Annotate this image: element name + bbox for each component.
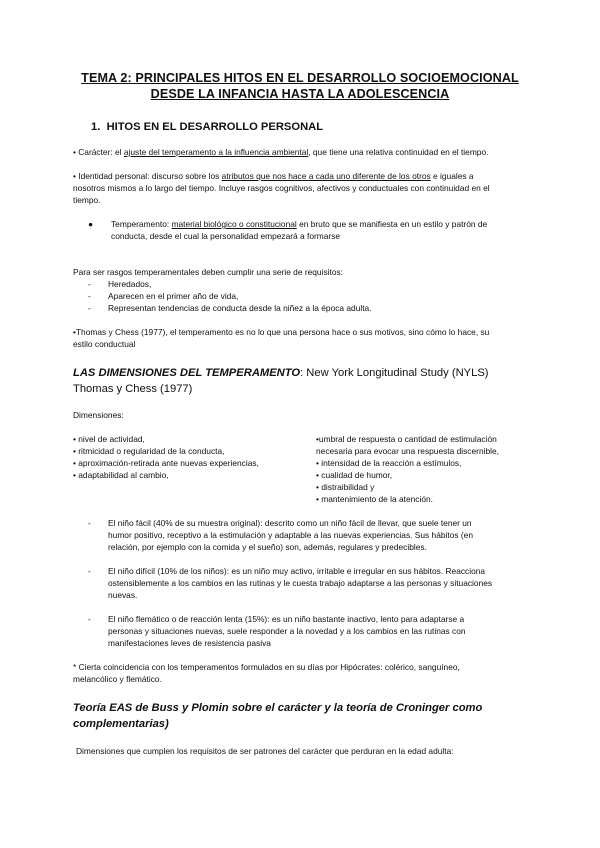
- nota-paragraph: [73, 661, 460, 685]
- thomas-line1: •Thomas y Chess (1977), el temperamento es no lo que una persona hace o sus motivos, sino cómo lo hace, su: [73, 327, 490, 337]
- list-item: • mantenimiento de la atención.: [316, 494, 433, 504]
- nino-dificil-dash: -: [88, 566, 91, 576]
- section1-title: HITOS EN EL DESARROLLO PERSONAL: [106, 121, 324, 133]
- requisitos-intro: Para ser rasgos temperamentales deben cumplir una serie de requisitos:: [73, 267, 343, 277]
- requisitos-list: [88, 278, 372, 314]
- identidad-underlined: atributos que nos hace a cada uno diferente de los otros: [221, 171, 431, 181]
- section1-number: 1.: [91, 121, 101, 133]
- nino-facil-paragraph: El niño fácil (40% de su muestra original): descrito como un niño fácil de llevar, que suele tener un humor positivo, receptivo a la estimulación y adaptable a las nuevas experiencias. Sus hábitos (en relación, por ejemplo con la comida y el sueño) son, además, regulares y predecibles.: [108, 518, 473, 552]
- list-item: • cualidad de humor,: [316, 470, 393, 480]
- nota-line2: melancólico y flemático.: [73, 674, 162, 684]
- nota-line1: * Cierta coincidencia con los temperamentos formulados en su días por Hipócrates: colérico, sanguíneo,: [73, 662, 460, 672]
- thomas-line2: estilo conductual: [73, 339, 136, 349]
- dimensiones-heading: [73, 365, 489, 397]
- identidad-prefix: • Identidad personal: discurso sobre los: [73, 171, 222, 181]
- list-item: • nivel de actividad,: [73, 434, 145, 444]
- temperamento-suffix: en bruto que se manifiesta en un estilo y patrón de: [296, 219, 488, 229]
- caracter-suffix: , que tiene una relativa continuidad en el tiempo.: [308, 147, 489, 157]
- identidad-paragraph: [73, 170, 490, 206]
- list-item: • adaptabilidad al cambio,: [73, 470, 169, 480]
- list-item: • ritmicidad o regularidad de la conducta,: [73, 446, 225, 456]
- list-item: necesaria para evocar una respuesta discernible,: [316, 446, 499, 456]
- nino-flematico-dash: -: [88, 614, 91, 624]
- doc-title-line2: DESDE LA INFANCIA HASTA LA ADOLESCENCIA: [150, 87, 450, 101]
- nino-facil-dash: -: [88, 518, 91, 528]
- list-item: • intensidad de la reacción a estímulos,: [316, 458, 462, 468]
- dimensiones-heading-rest: : New York Longitudinal Study (NYLS): [300, 367, 489, 379]
- dims-left-list: [73, 433, 259, 481]
- final-paragraph: Dimensiones que cumplen los requisitos de ser patrones del carácter que perduran en la edad adulta:: [76, 746, 454, 756]
- nino-dificil-paragraph: El niño difícil (10% de los niños): es un niño muy activo, irritable e irregular en sus hábitos. Reacciona ostensiblemente a los cambios en las rutinas y le cuesta trabajo adaptarse a las personas y situaciones nuevas.: [108, 566, 493, 600]
- list-item: - Heredados,: [88, 279, 152, 289]
- dimensiones-heading-bold: LAS DIMENSIONES DEL TEMPERAMENTO: [73, 367, 301, 379]
- teoria-line1: Teoría EAS de Buss y Plomin sobre el carácter y la teoría de Croninger como: [73, 702, 483, 714]
- caracter-underlined: ajuste del temperamento a la influencia ambiental: [123, 147, 309, 157]
- section1-heading: [91, 121, 323, 133]
- temperamento-bullet: ●: [88, 219, 94, 229]
- identidad-suffix: e iguales a: [430, 171, 474, 181]
- doc-title-line1: TEMA 2: PRINCIPALES HITOS EN EL DESARROLLO SOCIOEMOCIONAL: [81, 71, 519, 85]
- list-item: • aproximación-retirada ante nuevas experiencias,: [73, 458, 259, 468]
- caracter-prefix: • Carácter: el: [73, 147, 124, 157]
- thomas-paragraph: [73, 326, 489, 350]
- dimensiones-heading-line2: Thomas y Chess (1977): [73, 383, 193, 395]
- temperamento-underlined: material biológico o constitucional: [171, 219, 297, 229]
- temperamento-prefix: Temperamento:: [111, 219, 172, 229]
- identidad-line2: nosotros mismos a lo largo del tiempo. Incluye rasgos cognitivos, afectivos y conductuales con continuidad en el: [73, 183, 490, 193]
- list-item: • distraibilidad y: [316, 482, 375, 492]
- teoria-line2: complementarias): [73, 718, 169, 730]
- identidad-line3: tiempo.: [73, 195, 101, 205]
- list-item: - Representan tendencias de conducta desde la niñez a la época adulta.: [88, 303, 372, 313]
- dims-right-list: [316, 433, 499, 505]
- teoria-heading: [73, 700, 482, 732]
- list-item: •umbral de respuesta o cantidad de estimulación: [316, 434, 497, 444]
- temperamento-line2: conducta, desde el cual la personalidad empezará a formarse: [111, 231, 341, 241]
- list-item: - Aparecen en el primer año de vida,: [88, 291, 239, 301]
- dimensiones-label: Dimensiones:: [73, 410, 124, 420]
- temperamento-paragraph: [111, 218, 487, 242]
- caracter-paragraph: [73, 146, 488, 158]
- nino-flematico-paragraph: El niño flemático o de reacción lenta (15%): es un niño bastante inactivo, lento para adaptarse a personas y situaciones nuevas, suele responder a la novedad y a los cambios en las rutinas con manifestaciones leves de resistencia pasiva: [108, 614, 466, 648]
